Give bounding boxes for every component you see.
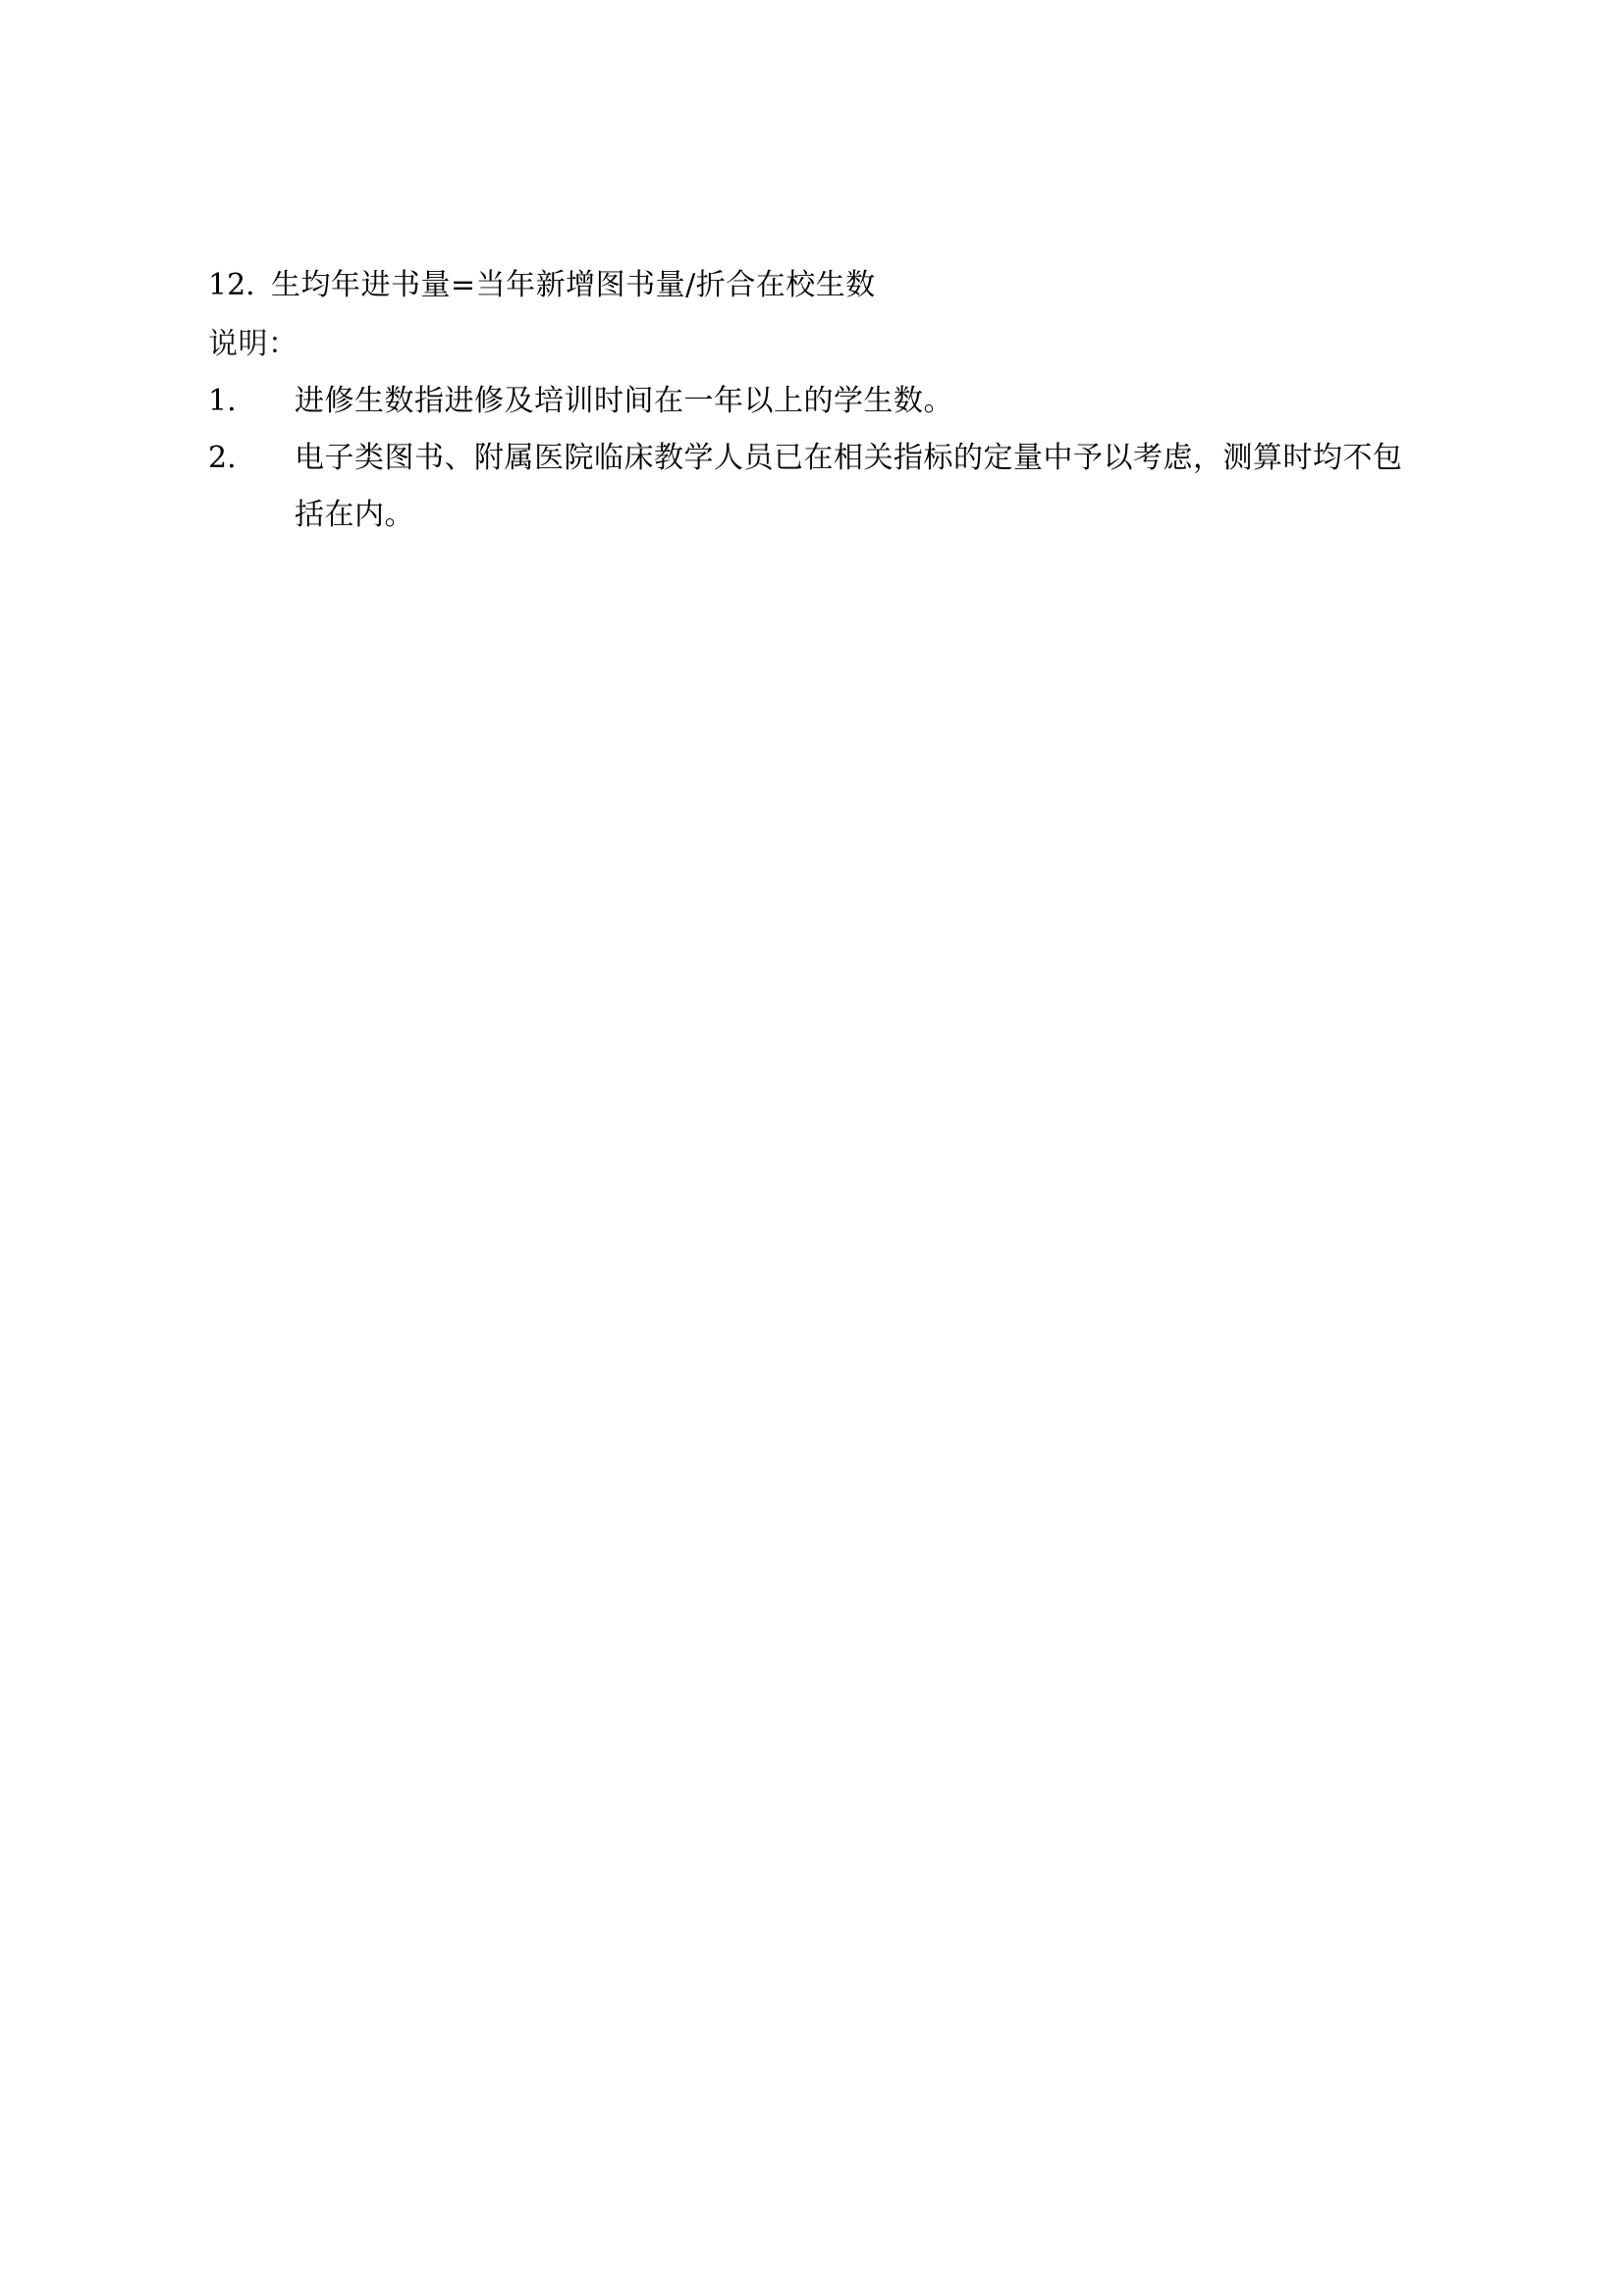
document-content bbox=[208, 257, 1426, 544]
list-item-text: 进修生数指进修及培训时间在一年以上的学生数。 bbox=[295, 384, 953, 418]
notes-label: 说明： bbox=[208, 327, 298, 361]
list-item-marker: 1. bbox=[208, 384, 237, 418]
list-item-text: 生均年进书量=当年新增图书量/折合在校生数 bbox=[271, 268, 876, 302]
list-item bbox=[208, 373, 1426, 430]
list-item bbox=[208, 257, 1426, 314]
list-item-marker: 2. bbox=[208, 441, 237, 475]
list-item-text: 电子类图书、附属医院临床教学人员已在相关指标的定量中予以考虑，测算时均不包括在内。 bbox=[295, 441, 1403, 532]
list-item-marker: 12. bbox=[208, 268, 255, 302]
list-item bbox=[208, 430, 1426, 544]
